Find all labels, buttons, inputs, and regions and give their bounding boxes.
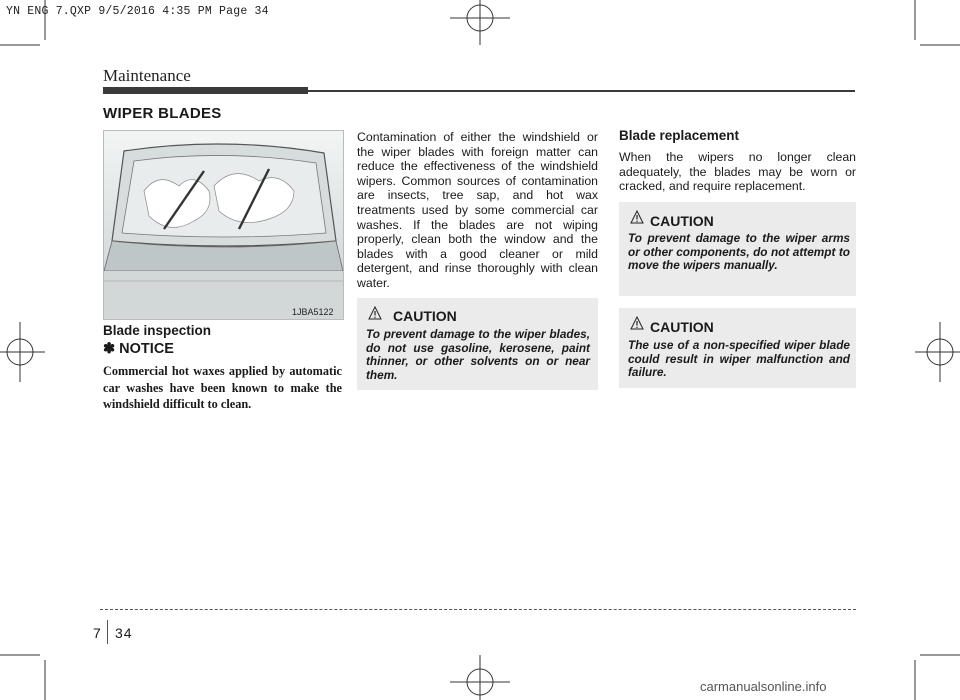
registration-mark-icon	[910, 312, 960, 392]
windshield-illustration	[103, 130, 344, 320]
caution-box-non-specified	[619, 308, 856, 388]
contamination-paragraph: Contamination of either the windshield or the wiper blades with foreign matter can reduce the effectiveness of the windshield wipers. Common sources of contamination are insects, tree sap, and hot wax treatments used by some commercial car washes. If the blades are not wiping properly, clean both the window and the blades with a good cleaner or mild detergent, and rinse thoroughly with clean water.	[357, 130, 598, 290]
blade-replacement-body: When the wipers no longer clean adequately, the blades may be worn or cracked, and require replacement.	[619, 150, 856, 194]
page-title: WIPER BLADES	[103, 105, 222, 122]
page-number: 34	[115, 625, 133, 641]
caution-body: To prevent damage to the wiper blades, do not use gasoline, kerosene, paint thinner, or other solvents on or near them.	[366, 327, 590, 382]
caution-title: CAUTION	[650, 213, 714, 229]
registration-mark-icon	[440, 650, 520, 700]
caution-title: CAUTION	[393, 308, 457, 324]
section-rule	[308, 90, 855, 92]
print-slug: YN ENG 7.QXP 9/5/2016 4:35 PM Page 34	[6, 5, 269, 18]
caution-body: The use of a non-specified wiper blade could result in wiper malfunction and failure.	[628, 338, 850, 379]
chapter-number: 7	[93, 625, 101, 641]
caution-box-solvents	[357, 298, 598, 390]
caution-body: To prevent damage to the wiper arms or other components, do not attempt to move the wipers manually.	[628, 231, 850, 272]
figure-code: 1JBA5122	[292, 307, 334, 317]
notice-body: Commercial hot waxes applied by automatic car washes have been known to make the windshield difficult to clean.	[103, 364, 342, 411]
blade-inspection-heading: Blade inspection	[103, 323, 212, 338]
warning-triangle-icon	[630, 316, 644, 330]
warning-triangle-icon	[368, 306, 382, 320]
caution-title: CAUTION	[650, 319, 714, 335]
notice-title: ✽ NOTICE	[103, 341, 174, 357]
section-title: Maintenance	[103, 66, 191, 85]
footer-rule	[100, 609, 856, 610]
blade-replacement-heading: Blade replacement	[619, 128, 740, 143]
registration-mark-icon	[440, 0, 520, 50]
site-watermark: carmanualsonline.info	[700, 679, 827, 694]
section-bar	[103, 87, 308, 94]
page-number-divider	[107, 620, 108, 644]
caution-box-manual-move	[619, 202, 856, 296]
registration-mark-icon	[0, 312, 50, 392]
warning-triangle-icon	[630, 210, 644, 224]
